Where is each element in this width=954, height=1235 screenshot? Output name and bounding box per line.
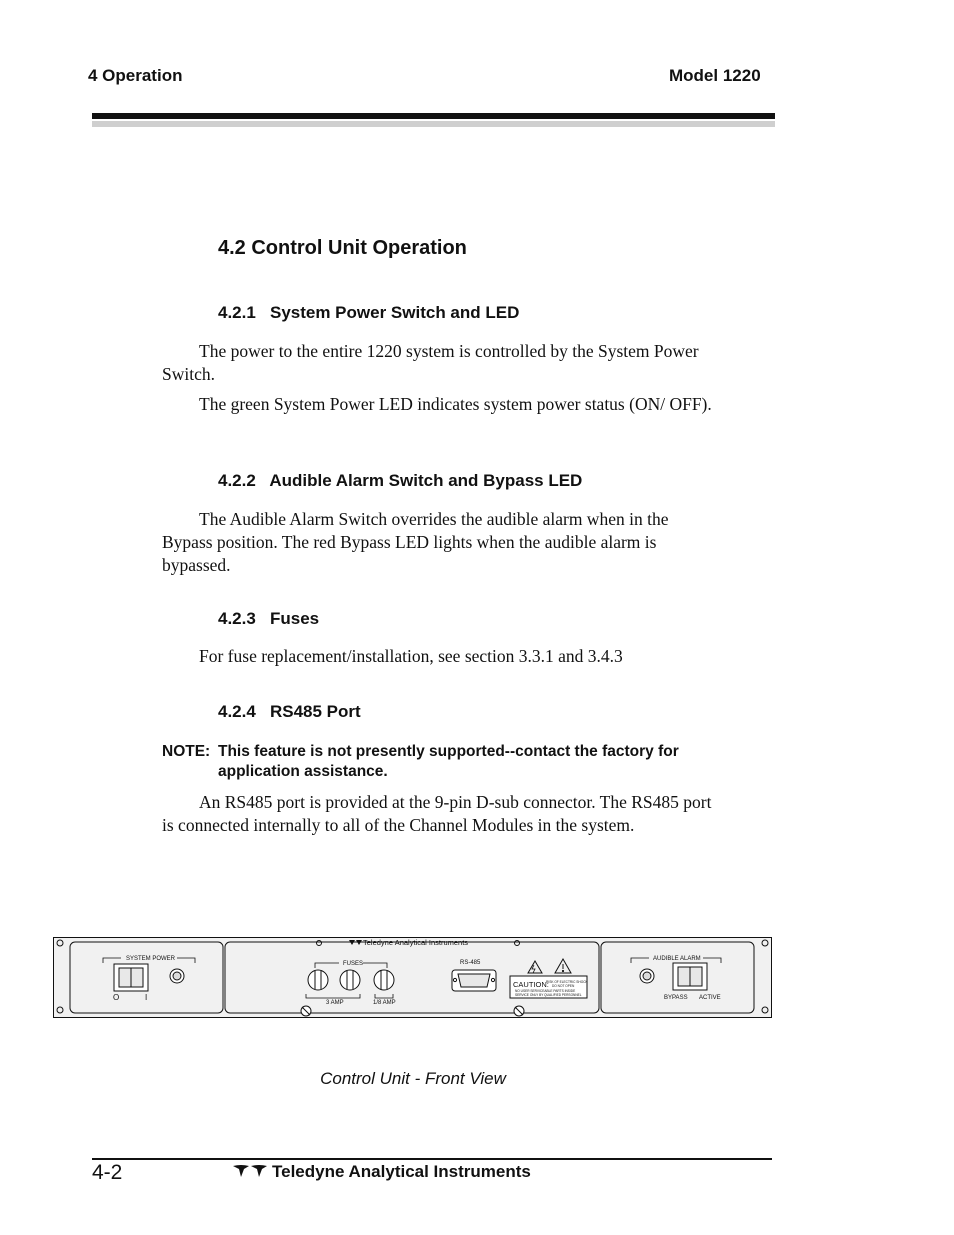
- fuse-1-8-amp-label: 1/8 AMP: [373, 1000, 396, 1006]
- system-power-switch[interactable]: [114, 964, 148, 991]
- system-power-label: SYSTEM POWER: [126, 956, 176, 962]
- footer-company: Teledyne Analytical Instruments: [272, 1162, 531, 1181]
- caution-title: CAUTION:: [513, 980, 549, 989]
- paragraph: [162, 645, 722, 668]
- fuses-label: FUSES: [343, 961, 364, 967]
- note-label: NOTE:: [162, 743, 211, 760]
- paragraph: [162, 340, 722, 386]
- panel-brand-text: Teledyne Analytical Instruments: [363, 938, 469, 947]
- caution-text: NO USER SERVICEABLE PARTS INSIDE: [515, 989, 576, 993]
- caution-text: DO NOT OPEN: [552, 984, 575, 988]
- header-rule: [92, 113, 775, 119]
- paragraph: [162, 393, 722, 416]
- audible-alarm-switch[interactable]: [673, 963, 707, 990]
- subsection-heading-4-2-3: 4.2.3 Fuses: [218, 609, 320, 628]
- paragraph-text: The power to the entire 1220 system is controlled by the System Power Switch.: [162, 341, 699, 384]
- system-power-led: [170, 969, 184, 983]
- fuse-holder-3-amp[interactable]: [308, 970, 328, 990]
- note-text: This feature is not presently supported--contact the factory for: [218, 743, 679, 760]
- paragraph-text: The Audible Alarm Switch overrides the audible alarm when in the Bypass position. The red Bypass LED lights when the audible alarm is bypassed.: [162, 509, 669, 575]
- figure-caption: Control Unit - Front View: [320, 1069, 506, 1088]
- page-number: 4-2: [92, 1161, 123, 1184]
- rs485-dsub-connector[interactable]: [452, 970, 496, 991]
- audible-alarm-label: AUDIBLE ALARM: [653, 956, 701, 962]
- fuse-holder-3-amp[interactable]: [340, 970, 360, 990]
- bypass-led: [640, 969, 654, 983]
- caution-text: SERVICE ONLY BY QUALIFIED PERSONNEL: [515, 993, 582, 997]
- subsection-heading-4-2-1: 4.2.1 System Power Switch and LED: [218, 303, 520, 322]
- subsection-heading-4-2-4: 4.2.4 RS485 Port: [218, 702, 361, 721]
- header-model: Model 1220: [669, 66, 761, 85]
- switch-on-label: I: [145, 993, 148, 1002]
- teledyne-logo-icon: [232, 1164, 268, 1178]
- note: [162, 742, 752, 782]
- fuse-holder-1-8-amp[interactable]: [374, 970, 394, 990]
- caution-text: RISK OF ELECTRIC SHOCK: [546, 980, 588, 984]
- bypass-label: BYPASS: [664, 995, 688, 1001]
- note-text-continued: application assistance.: [218, 763, 388, 780]
- active-label: ACTIVE: [699, 995, 721, 1001]
- paragraph-text: An RS485 port is provided at the 9-pin D-sub connector. The RS485 port is connected internally to all of the Channel Modules in the system.: [162, 792, 712, 835]
- paragraph-text: The green System Power LED indicates system power status (ON/ OFF).: [199, 394, 712, 414]
- header-rule-shadow: [92, 121, 775, 127]
- rs485-label: RS-485: [460, 960, 481, 966]
- section-title: 4.2 Control Unit Operation: [218, 237, 467, 259]
- header-section: 4 Operation: [88, 66, 183, 85]
- fuse-3-amp-label: 3 AMP: [326, 1000, 344, 1006]
- control-unit-front-panel: [53, 937, 772, 1018]
- switch-off-label: O: [113, 993, 120, 1002]
- paragraph: [162, 791, 722, 837]
- footer-rule: [92, 1158, 772, 1160]
- subsection-heading-4-2-2: 4.2.2 Audible Alarm Switch and Bypass LED: [218, 471, 583, 490]
- paragraph-text: For fuse replacement/installation, see section 3.3.1 and 3.4.3: [199, 646, 623, 666]
- paragraph: [162, 508, 722, 577]
